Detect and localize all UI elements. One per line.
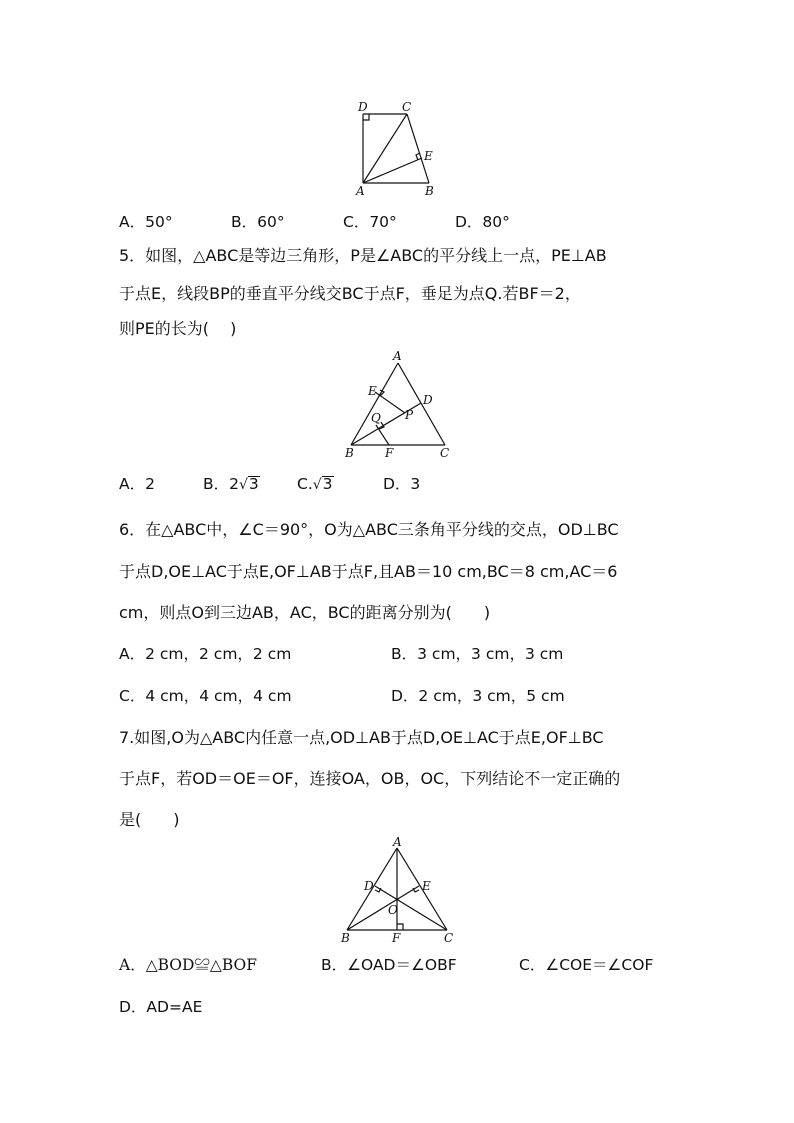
q4-label-a: A <box>356 184 365 198</box>
q5-option-c[interactable] <box>297 474 334 495</box>
q7-text-line-1: 7.如图,O为△ABC内任意一点,OD⊥AB于点D,OE⊥AC于点E,OF⊥BC <box>119 728 604 747</box>
q5-label-c: C <box>440 446 450 460</box>
q4-label-c: C <box>402 100 412 114</box>
q5-segment-ac <box>398 363 445 445</box>
q6-option-b[interactable]: B．3 cm，3 cm，3 cm <box>391 645 564 663</box>
q7-segment-bo <box>347 886 419 930</box>
q5-label-p: P <box>405 408 414 422</box>
q5-label-q: Q <box>371 411 381 425</box>
q7-label-a: A <box>393 835 402 849</box>
q7-figure-svg <box>333 835 463 946</box>
q5-text-line-2: 于点E，线段BP的垂直平分线交BC于点F，垂足为点Q.若BF＝2， <box>119 284 581 303</box>
q5-segment-ab <box>351 363 398 445</box>
q7-text-line-3: 是( ) <box>119 810 180 829</box>
q5-figure-svg <box>338 349 458 461</box>
radical-sign: √ <box>239 477 248 493</box>
q5-text-line-1: 5．如图，△ABC是等边三角形，P是∠ABC的平分线上一点，PE⊥AB <box>119 246 607 265</box>
q5-text-line-3: 则PE的长为( ) <box>119 319 237 338</box>
q5-option-c-prefix: C. <box>297 475 313 493</box>
q4-figure-svg <box>350 98 450 198</box>
q5-label-f: F <box>385 446 394 460</box>
q4-label-d: D <box>358 100 368 114</box>
q7-option-b[interactable]: B．∠OAD＝∠OBF <box>321 956 457 974</box>
q7-label-o: O <box>388 903 398 917</box>
q7-label-d: D <box>364 879 374 893</box>
q4-option-b[interactable]: B．60° <box>231 213 285 231</box>
q5-label-e: E <box>368 384 377 398</box>
q6-text-line-2: 于点D,OE⊥AC于点E,OF⊥AB于点F,且AB＝10 cm,BC＝8 cm,AC＝6 <box>119 562 618 581</box>
q6-option-d[interactable]: D．2 cm，3 cm，5 cm <box>391 687 565 705</box>
q4-figure <box>350 98 450 198</box>
q4-segment-ae <box>363 158 422 183</box>
q4-label-b: B <box>425 184 434 198</box>
q7-right-angle-f <box>397 924 403 930</box>
q5-option-b[interactable] <box>203 474 260 495</box>
q6-option-c[interactable]: C．4 cm，4 cm，4 cm <box>119 687 292 705</box>
q5-figure <box>338 349 458 461</box>
q7-text-line-2: 于点F，若OD＝OE＝OF，连接OA，OB，OC，下列结论不一定正确的 <box>119 769 621 788</box>
q4-label-e: E <box>424 149 433 163</box>
radical-sign: √ <box>312 477 322 493</box>
q7-label-c: C <box>444 931 454 945</box>
q6-text-line-1: 6．在△ABC中，∠C＝90°，O为△ABC三条角平分线的交点，OD⊥BC <box>119 520 619 539</box>
q5-option-d[interactable]: D．3 <box>383 475 421 493</box>
q5-option-c-radicand: 3 <box>322 475 333 493</box>
q7-segment-co <box>375 886 447 930</box>
q5-label-a: A <box>393 349 402 363</box>
q4-right-angle-d <box>363 114 369 120</box>
q7-right-angle-d <box>375 888 381 892</box>
q4-option-a[interactable]: A．50° <box>119 213 173 231</box>
q5-segment-ep <box>375 392 405 413</box>
q7-option-d[interactable]: D．AD=AE <box>119 998 203 1016</box>
q6-text-line-3: cm，则点O到三边AB，AC，BC的距离分别为( ) <box>119 603 491 622</box>
q7-label-e: E <box>422 879 431 893</box>
q6-option-a[interactable]: A．2 cm，2 cm，2 cm <box>119 645 292 663</box>
q7-figure <box>333 835 463 946</box>
q4-segment-ac <box>363 114 407 183</box>
q7-label-b: B <box>341 931 350 945</box>
q5-option-b-radicand: 3 <box>248 475 259 493</box>
q7-option-c[interactable]: C．∠COE＝∠COF <box>519 956 654 974</box>
q4-option-c[interactable]: C．70° <box>343 213 397 231</box>
q7-label-f: F <box>392 931 401 945</box>
q7-right-angle-e <box>413 888 419 892</box>
q5-label-d: D <box>423 393 433 407</box>
q7-option-a[interactable]: A．△BOD≌△BOF <box>119 956 257 974</box>
q5-option-b-prefix: B．2 <box>203 475 239 493</box>
q5-label-b: B <box>345 446 354 460</box>
q5-option-a[interactable]: A．2 <box>119 475 155 493</box>
q4-option-d[interactable]: D．80° <box>455 213 510 231</box>
